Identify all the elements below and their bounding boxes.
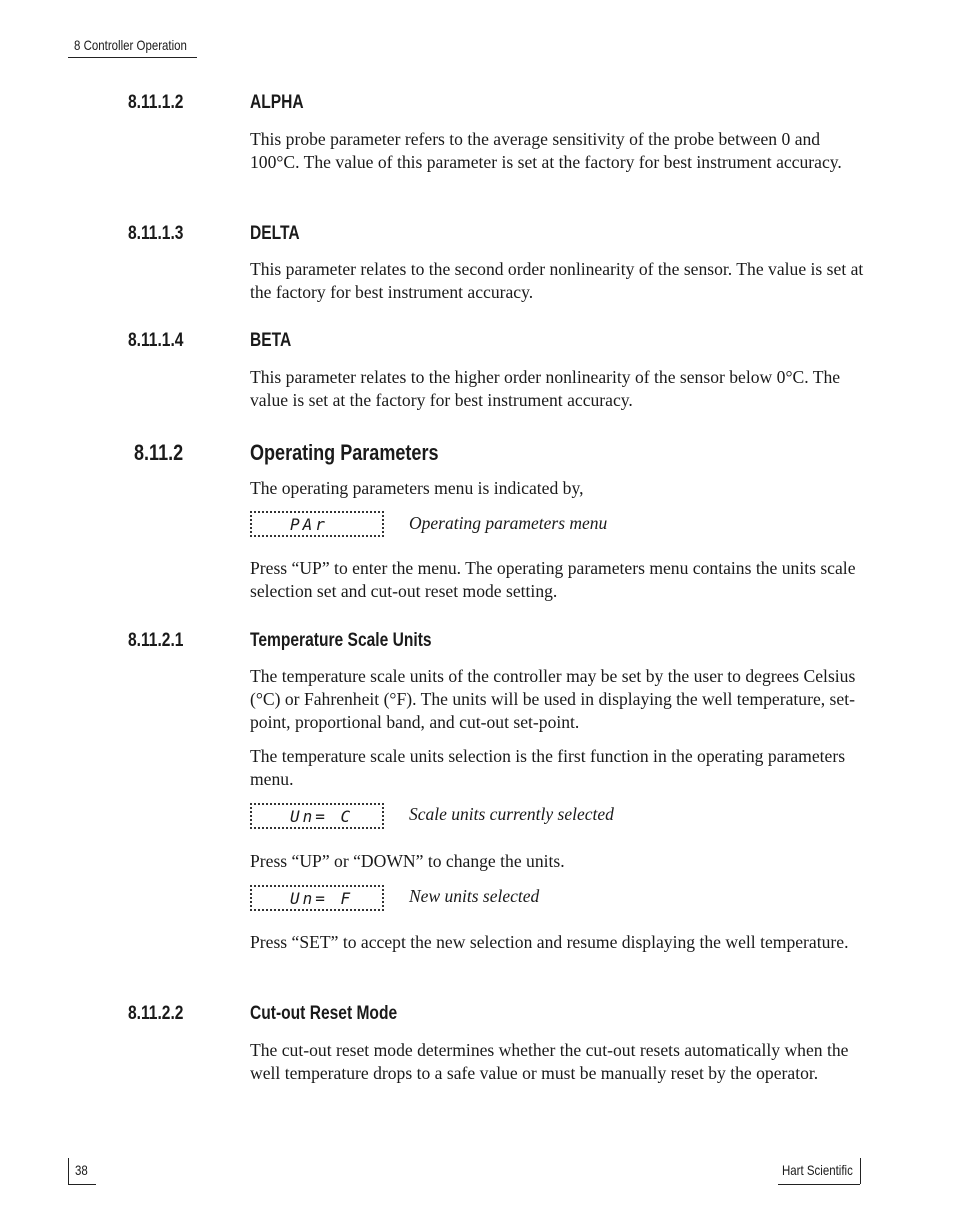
running-header: 8 Controller Operation — [74, 37, 187, 53]
section-title: Operating Parameters — [250, 440, 439, 465]
section-number: 8.11.1.4 — [128, 330, 184, 351]
body-paragraph: The cut-out reset mode determines whether the cut-out resets automatically when the well temperature drops to a safe value or must be manually reset by the operator. — [250, 1040, 849, 1083]
body-paragraph: Press “SET” to accept the new selection and resume displaying the well temperature. — [250, 932, 849, 952]
body-paragraph: This parameter relates to the second order nonlinearity of the sensor. The value is set at the factory for best instrument accuracy. — [250, 259, 864, 302]
section-number: 8.11.1.2 — [128, 92, 184, 113]
lcd-text: Un= F — [290, 889, 354, 908]
display-caption: New units selected — [409, 886, 540, 906]
footer-rule-left-bottom — [68, 1184, 96, 1185]
section-title: ALPHA — [250, 92, 304, 113]
page-number: 38 — [75, 1162, 88, 1178]
body-paragraph: The temperature scale units selection is the first function in the operating parameters menu. — [250, 746, 846, 789]
body-paragraph: Press “UP” to enter the menu. The operating parameters menu contains the units scale selection set and cut-out reset mode setting. — [250, 558, 856, 601]
body-paragraph: The operating parameters menu is indicated by, — [250, 478, 584, 498]
display-caption: Operating parameters menu — [409, 513, 608, 533]
lcd-display — [250, 803, 384, 829]
section-title: Temperature Scale Units — [250, 630, 432, 651]
section-title: DELTA — [250, 223, 300, 244]
display-caption: Scale units currently selected — [409, 804, 614, 824]
body-paragraph: This probe parameter refers to the average sensitivity of the probe between 0 and 100°C. The value of this parameter is set at the factory for best instrument accuracy. — [250, 129, 842, 172]
section-number: 8.11.2 — [134, 440, 184, 465]
body-paragraph: Press “UP” or “DOWN” to change the units. — [250, 851, 565, 871]
section-number: 8.11.1.3 — [128, 223, 184, 244]
lcd-text: Un= C — [290, 807, 354, 826]
footer-rule-right-bottom — [778, 1184, 860, 1185]
body-paragraph: This parameter relates to the higher order nonlinearity of the sensor below 0°C. The value is set at the factory for best instrument accuracy. — [250, 367, 841, 410]
footer-rule-right — [860, 1158, 861, 1184]
lcd-display — [250, 511, 384, 537]
footer-rule-left — [68, 1158, 69, 1184]
section-number: 8.11.2.1 — [128, 630, 184, 651]
footer-company: Hart Scientific — [782, 1162, 853, 1178]
section-number: 8.11.2.2 — [128, 1003, 184, 1024]
section-title: BETA — [250, 330, 292, 351]
header-rule — [68, 57, 197, 58]
lcd-display — [250, 885, 384, 911]
body-paragraph: The temperature scale units of the controller may be set by the user to degrees Celsius (°C) or Fahrenheit (°F). The units will be used in displaying the well temperature, set-point, proportional band, and cut-out set-point. — [250, 666, 856, 732]
lcd-text: PAr — [290, 515, 328, 534]
section-title: Cut-out Reset Mode — [250, 1003, 398, 1024]
